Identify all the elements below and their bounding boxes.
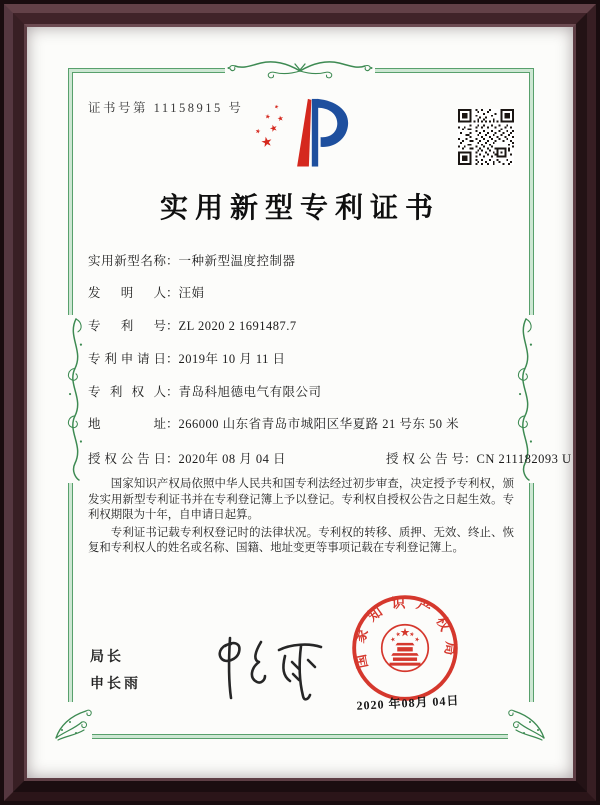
paragraph-2: 专利证书记载专利权登记时的法律状况。专利权的转移、质押、无效、终止、恢复和专利权人的姓名或名称、国籍、地址变更等事项记载在专利登记簿上。 [88, 526, 514, 555]
field-row [88, 450, 572, 468]
field-value: 2020年 08 月 04 日 [178, 452, 287, 466]
director-name: 申长雨 [90, 675, 141, 691]
seal-date: 2020 年08月 04日 [356, 693, 460, 713]
colon: ： [166, 319, 179, 333]
field-value: 一种新型温度控制器 [178, 254, 296, 268]
floral-corner-left-icon [48, 702, 92, 746]
field-label: 地址 [88, 417, 166, 431]
field-label: 发明人 [88, 286, 166, 300]
director-title: 局长 [90, 648, 124, 664]
colon: ： [166, 352, 179, 366]
field-row [88, 284, 205, 302]
field-row [88, 317, 297, 335]
cnipa-logo-icon [254, 95, 352, 173]
field-row [88, 383, 322, 401]
colon: ： [166, 452, 179, 466]
field-value: 266000 山东省青岛市城阳区华夏路 21 号东 50 米 [178, 417, 460, 431]
field-row [88, 252, 296, 270]
field-value: 青岛科旭德电气有限公司 [178, 385, 322, 399]
director-signature-icon [195, 632, 335, 704]
colon: ： [464, 452, 477, 466]
legal-text [88, 477, 514, 559]
field-value: 2019年 10 月 11 日 [178, 352, 286, 366]
paragraph-1: 国家知识产权局依照中华人民共和国专利法经过初步审查，决定授予专利权，颁发实用新型专利证书并在专利登记簿上予以登记。专利权自授权公告之日起生效。专利权期限为十年，自申请日起算。 [88, 478, 514, 522]
colon: ： [166, 385, 179, 399]
field-label: 授权公告日 [88, 452, 166, 466]
flourish-top-icon [225, 54, 375, 84]
field-label: 专利申请日 [88, 352, 166, 366]
scroll-left-icon [62, 315, 88, 483]
qr-code [458, 109, 514, 165]
colon: ： [166, 286, 179, 300]
certificate-title: 实用新型专利证书 [159, 193, 440, 224]
grant-number [386, 450, 571, 468]
field-value: 汪娟 [178, 286, 205, 300]
field-label: 授权公告号 [386, 452, 464, 466]
director-block [90, 643, 141, 697]
field-value: CN 211182093 U [476, 452, 572, 466]
field-row [88, 415, 459, 433]
field-value: ZL 2020 2 1691487.7 [178, 319, 297, 333]
certificate-number: 证书号第 11158915 号 [88, 101, 244, 115]
colon: ： [166, 417, 179, 431]
field-label: 实用新型名称 [88, 254, 166, 268]
field-row [88, 350, 286, 368]
floral-corner-right-icon [508, 702, 552, 746]
official-seal-icon [349, 592, 461, 704]
colon: ： [166, 254, 179, 268]
field-label: 专利号 [88, 319, 166, 333]
field-label: 专利权人 [88, 385, 166, 399]
seal-text: 国家知识产权局 [351, 595, 459, 670]
